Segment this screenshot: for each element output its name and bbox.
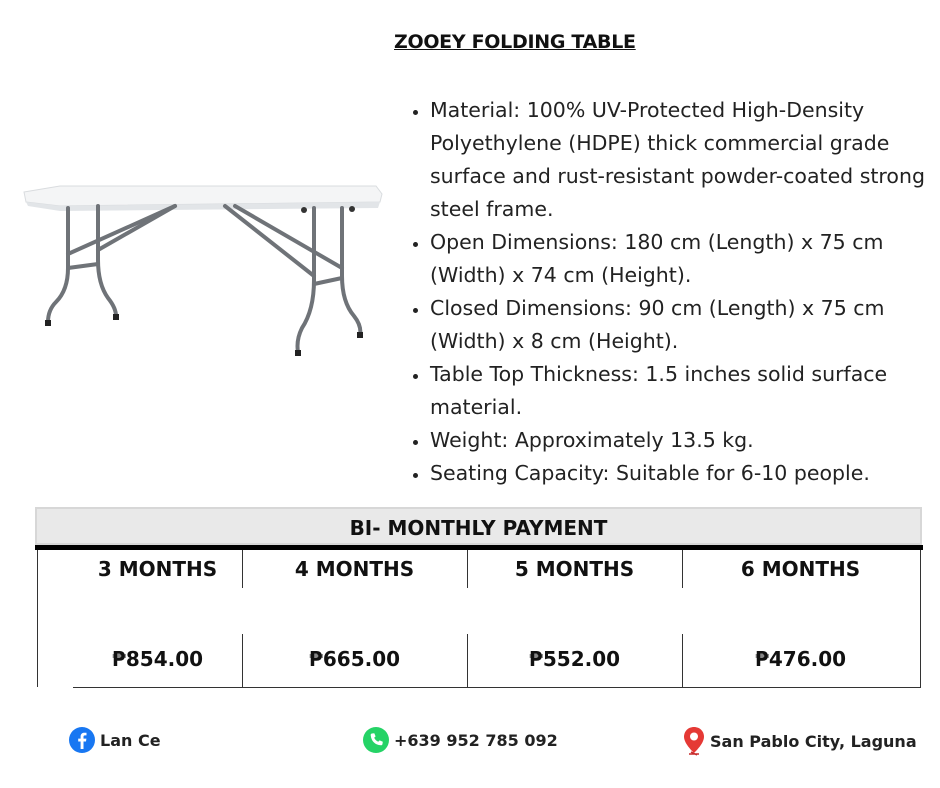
term-5-months: 5 MONTHS [514,557,635,581]
spec-seating: • Seating Capacity: Suitable for 6-10 people. [430,457,940,490]
spec-open-dimensions: • Open Dimensions: 180 cm (Length) x 75 cm (Width) x 74 cm (Height). [430,226,940,292]
payment-header-rule [35,545,923,550]
term-6-months: 6 MONTHS [740,557,861,581]
location-name: San Pablo City, Laguna [710,731,917,751]
phone-icon [362,726,390,754]
price-4-months: ₱665.00 [308,647,401,671]
table-border-bottom [73,687,921,688]
spec-weight: • Weight: Approximately 13.5 kg. [430,424,940,457]
facebook-contact[interactable] [68,726,161,754]
price-3-months: ₱854.00 [111,647,204,671]
price-5-months: ₱552.00 [528,647,621,671]
price-6-months: ₱476.00 [754,647,847,671]
term-4-months: 4 MONTHS [294,557,415,581]
spec-thickness: • Table Top Thickness: 1.5 inches solid surface material. [430,358,940,424]
product-title: ZOOEY FOLDING TABLE [394,31,636,53]
phone-contact[interactable] [362,726,558,754]
location-pin-icon [682,726,706,756]
spec-list [404,94,940,490]
facebook-name: Lan Ce [100,730,161,750]
location-contact[interactable] [682,726,917,756]
phone-number: +639 952 785 092 [394,730,558,750]
facebook-icon [68,726,96,754]
term-3-months: 3 MONTHS [97,557,218,581]
folding-table-image [20,180,388,365]
spec-material: • Material: 100% UV-Protected High-Density Polyethylene (HDPE) thick commercial grade surface and rust-resistant powder-coated strong steel frame. [430,94,940,226]
payment-header: BI- MONTHLY PAYMENT [35,507,922,545]
spec-closed-dimensions: • Closed Dimensions: 90 cm (Length) x 75 cm (Width) x 8 cm (Height). [430,292,940,358]
